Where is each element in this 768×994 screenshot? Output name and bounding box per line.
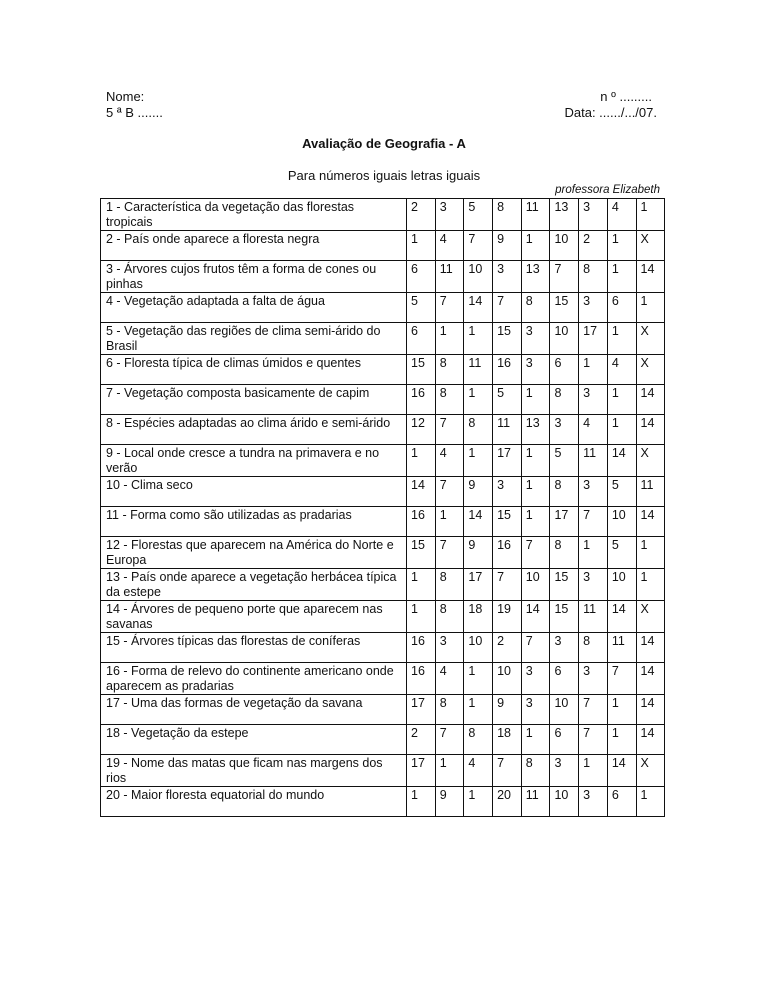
question-cell: 13 - País onde aparece a vegetação herbácea típica da estepe xyxy=(101,569,407,601)
question-cell: 6 - Floresta típica de climas úmidos e quentes xyxy=(101,355,407,385)
code-cell: 8 xyxy=(435,355,464,385)
code-cell: 7 xyxy=(435,477,464,507)
code-cell: 8 xyxy=(464,415,493,445)
code-cell: 15 xyxy=(493,507,522,537)
code-cell: 1 xyxy=(521,385,550,415)
code-cell: 3 xyxy=(579,199,608,231)
code-cell: 14 xyxy=(636,695,665,725)
code-cell: 1 xyxy=(607,695,636,725)
code-cell: 15 xyxy=(550,601,579,633)
code-cell: 3 xyxy=(550,415,579,445)
code-cell: 13 xyxy=(550,199,579,231)
code-cell: 1 xyxy=(607,385,636,415)
code-cell: 6 xyxy=(607,293,636,323)
code-cell: 1 xyxy=(464,323,493,355)
code-cell: 14 xyxy=(636,385,665,415)
question-cell: 3 - Árvores cujos frutos têm a forma de cones ou pinhas xyxy=(101,261,407,293)
table-row xyxy=(101,633,665,663)
code-cell: 10 xyxy=(550,323,579,355)
code-cell: 17 xyxy=(579,323,608,355)
code-cell: 10 xyxy=(550,695,579,725)
code-cell: 1 xyxy=(607,261,636,293)
code-cell: 7 xyxy=(579,507,608,537)
question-cell: 20 - Maior floresta equatorial do mundo xyxy=(101,787,407,817)
question-cell: 1 - Característica da vegetação das florestas tropicais xyxy=(101,199,407,231)
code-cell: 7 xyxy=(464,231,493,261)
code-cell: 1 xyxy=(521,725,550,755)
code-cell: 7 xyxy=(607,663,636,695)
code-cell: 14 xyxy=(636,633,665,663)
code-cell: 1 xyxy=(464,663,493,695)
code-cell: 11 xyxy=(435,261,464,293)
code-cell: 6 xyxy=(550,355,579,385)
code-cell: X xyxy=(636,355,665,385)
table-row xyxy=(101,663,665,695)
code-cell: 10 xyxy=(464,261,493,293)
code-cell: 7 xyxy=(493,569,522,601)
code-cell: 10 xyxy=(550,787,579,817)
code-cell: 1 xyxy=(636,569,665,601)
code-cell: 2 xyxy=(579,231,608,261)
code-cell: X xyxy=(636,601,665,633)
code-cell: 9 xyxy=(464,537,493,569)
code-cell: 14 xyxy=(636,261,665,293)
code-cell: 17 xyxy=(407,755,436,787)
code-cell: 1 xyxy=(607,725,636,755)
code-cell: 11 xyxy=(579,445,608,477)
code-cell: 14 xyxy=(607,601,636,633)
code-cell: 1 xyxy=(435,507,464,537)
question-cell: 11 - Forma como são utilizadas as pradarias xyxy=(101,507,407,537)
code-cell: 8 xyxy=(521,293,550,323)
code-cell: 1 xyxy=(407,601,436,633)
code-cell: 1 xyxy=(464,445,493,477)
code-cell: 10 xyxy=(607,569,636,601)
code-cell: 7 xyxy=(579,725,608,755)
question-cell: 4 - Vegetação adaptada a falta de água xyxy=(101,293,407,323)
code-cell: 15 xyxy=(493,323,522,355)
code-cell: 14 xyxy=(636,725,665,755)
code-cell: 16 xyxy=(407,507,436,537)
code-cell: 10 xyxy=(493,663,522,695)
question-cell: 7 - Vegetação composta basicamente de capim xyxy=(101,385,407,415)
question-cell: 9 - Local onde cresce a tundra na primavera e no verão xyxy=(101,445,407,477)
code-cell: 1 xyxy=(636,537,665,569)
code-cell: 1 xyxy=(607,323,636,355)
table-row xyxy=(101,355,665,385)
table-row xyxy=(101,787,665,817)
table-row xyxy=(101,755,665,787)
code-cell: 14 xyxy=(636,507,665,537)
code-cell: 3 xyxy=(579,569,608,601)
page-title: Avaliação de Geografia - A xyxy=(302,136,466,151)
code-cell: 10 xyxy=(607,507,636,537)
code-cell: 4 xyxy=(607,355,636,385)
question-cell: 12 - Florestas que aparecem na América do Norte e Europa xyxy=(101,537,407,569)
code-cell: 11 xyxy=(464,355,493,385)
code-cell: 3 xyxy=(579,787,608,817)
code-cell: 8 xyxy=(550,537,579,569)
code-cell: 1 xyxy=(579,355,608,385)
code-cell: 8 xyxy=(579,633,608,663)
code-cell: 11 xyxy=(579,601,608,633)
code-cell: 17 xyxy=(464,569,493,601)
code-cell: 6 xyxy=(550,725,579,755)
code-cell: 10 xyxy=(550,231,579,261)
code-cell: 9 xyxy=(435,787,464,817)
code-cell: 20 xyxy=(493,787,522,817)
code-cell: 13 xyxy=(521,261,550,293)
code-cell: 8 xyxy=(493,199,522,231)
question-cell: 19 - Nome das matas que ficam nas margens dos rios xyxy=(101,755,407,787)
code-cell: 5 xyxy=(464,199,493,231)
question-cell: 5 - Vegetação das regiões de clima semi-árido do Brasil xyxy=(101,323,407,355)
code-cell: 12 xyxy=(407,415,436,445)
code-cell: 16 xyxy=(407,385,436,415)
code-cell: 7 xyxy=(521,537,550,569)
name-label: Nome: xyxy=(106,89,145,104)
table-row xyxy=(101,415,665,445)
code-cell: 18 xyxy=(464,601,493,633)
code-cell: 16 xyxy=(407,633,436,663)
code-cell: 1 xyxy=(579,537,608,569)
code-cell: 11 xyxy=(493,415,522,445)
code-cell: 11 xyxy=(521,787,550,817)
code-cell: 8 xyxy=(464,725,493,755)
code-cell: 8 xyxy=(435,385,464,415)
code-cell: 14 xyxy=(607,755,636,787)
code-cell: 1 xyxy=(407,569,436,601)
code-cell: 1 xyxy=(407,787,436,817)
code-cell: 7 xyxy=(435,415,464,445)
code-cell: 17 xyxy=(493,445,522,477)
code-cell: 2 xyxy=(493,633,522,663)
question-cell: 10 - Clima seco xyxy=(101,477,407,507)
code-cell: 3 xyxy=(550,633,579,663)
code-cell: 1 xyxy=(521,231,550,261)
code-cell: 15 xyxy=(407,355,436,385)
code-cell: 7 xyxy=(493,755,522,787)
code-cell: 7 xyxy=(435,537,464,569)
code-cell: 7 xyxy=(493,293,522,323)
code-cell: 9 xyxy=(493,695,522,725)
code-cell: 15 xyxy=(407,537,436,569)
table-row xyxy=(101,293,665,323)
code-cell: 14 xyxy=(521,601,550,633)
code-cell: 3 xyxy=(550,755,579,787)
code-cell: 8 xyxy=(550,385,579,415)
code-cell: 2 xyxy=(407,725,436,755)
question-cell: 2 - País onde aparece a floresta negra xyxy=(101,231,407,261)
table-row xyxy=(101,477,665,507)
question-cell: 18 - Vegetação da estepe xyxy=(101,725,407,755)
quiz-table-body xyxy=(101,199,665,817)
code-cell: 14 xyxy=(636,415,665,445)
code-cell: 1 xyxy=(521,477,550,507)
code-cell: 17 xyxy=(407,695,436,725)
code-cell: 4 xyxy=(435,663,464,695)
code-cell: X xyxy=(636,231,665,261)
code-cell: X xyxy=(636,445,665,477)
code-cell: 1 xyxy=(579,755,608,787)
code-cell: 5 xyxy=(607,477,636,507)
code-cell: 3 xyxy=(435,633,464,663)
quiz-table xyxy=(100,198,665,817)
question-cell: 15 - Árvores típicas das florestas de coníferas xyxy=(101,633,407,663)
code-cell: 1 xyxy=(407,231,436,261)
code-cell: 16 xyxy=(407,663,436,695)
code-cell: 1 xyxy=(464,385,493,415)
table-row xyxy=(101,261,665,293)
code-cell: 8 xyxy=(550,477,579,507)
code-cell: 19 xyxy=(493,601,522,633)
code-cell: 1 xyxy=(464,695,493,725)
instructions: Para números iguais letras iguais xyxy=(287,168,481,183)
table-row xyxy=(101,231,665,261)
code-cell: 18 xyxy=(493,725,522,755)
code-cell: 14 xyxy=(464,507,493,537)
code-cell: 2 xyxy=(407,199,436,231)
code-cell: 9 xyxy=(464,477,493,507)
code-cell: 5 xyxy=(407,293,436,323)
code-cell: 7 xyxy=(435,293,464,323)
code-cell: 10 xyxy=(464,633,493,663)
code-cell: 1 xyxy=(435,755,464,787)
code-cell: 8 xyxy=(435,601,464,633)
code-cell: 6 xyxy=(550,663,579,695)
code-cell: 13 xyxy=(521,415,550,445)
code-cell: 1 xyxy=(407,445,436,477)
code-cell: 1 xyxy=(607,231,636,261)
code-cell: 3 xyxy=(579,663,608,695)
table-row xyxy=(101,725,665,755)
code-cell: 1 xyxy=(521,507,550,537)
table-row xyxy=(101,695,665,725)
code-cell: 14 xyxy=(607,445,636,477)
code-cell: 11 xyxy=(521,199,550,231)
code-cell: 3 xyxy=(579,293,608,323)
question-cell: 14 - Árvores de pequeno porte que aparecem nas savanas xyxy=(101,601,407,633)
code-cell: 15 xyxy=(550,569,579,601)
code-cell: 7 xyxy=(435,725,464,755)
code-cell: 9 xyxy=(493,231,522,261)
question-cell: 17 - Uma das formas de vegetação da savana xyxy=(101,695,407,725)
code-cell: 1 xyxy=(636,293,665,323)
question-cell: 8 - Espécies adaptadas ao clima árido e semi-árido xyxy=(101,415,407,445)
code-cell: 1 xyxy=(435,323,464,355)
code-cell: 11 xyxy=(636,477,665,507)
code-cell: 4 xyxy=(435,445,464,477)
code-cell: 5 xyxy=(607,537,636,569)
date-label: Data: ....../.../07. xyxy=(564,105,657,120)
code-cell: 6 xyxy=(407,323,436,355)
code-cell: 3 xyxy=(521,695,550,725)
code-cell: 3 xyxy=(493,261,522,293)
code-cell: 14 xyxy=(407,477,436,507)
table-row xyxy=(101,323,665,355)
code-cell: 4 xyxy=(435,231,464,261)
code-cell: 3 xyxy=(579,385,608,415)
question-cell: 16 - Forma de relevo do continente americano onde aparecem as pradarias xyxy=(101,663,407,695)
code-cell: 8 xyxy=(579,261,608,293)
code-cell: 16 xyxy=(493,355,522,385)
code-cell: 3 xyxy=(579,477,608,507)
code-cell: 3 xyxy=(435,199,464,231)
code-cell: 8 xyxy=(435,569,464,601)
code-cell: 10 xyxy=(521,569,550,601)
code-cell: 1 xyxy=(636,199,665,231)
code-cell: 5 xyxy=(550,445,579,477)
code-cell: 7 xyxy=(521,633,550,663)
table-row xyxy=(101,199,665,231)
code-cell: 16 xyxy=(493,537,522,569)
table-row xyxy=(101,537,665,569)
code-cell: 4 xyxy=(607,199,636,231)
number-label: n º ......... xyxy=(600,89,652,104)
code-cell: 3 xyxy=(521,355,550,385)
table-row xyxy=(101,385,665,415)
code-cell: 4 xyxy=(579,415,608,445)
table-row xyxy=(101,445,665,477)
code-cell: 3 xyxy=(521,663,550,695)
code-cell: X xyxy=(636,323,665,355)
table-row xyxy=(101,601,665,633)
code-cell: 1 xyxy=(636,787,665,817)
code-cell: 1 xyxy=(521,445,550,477)
code-cell: 1 xyxy=(607,415,636,445)
code-cell: 3 xyxy=(521,323,550,355)
code-cell: 6 xyxy=(407,261,436,293)
code-cell: 8 xyxy=(521,755,550,787)
code-cell: 14 xyxy=(464,293,493,323)
code-cell: 7 xyxy=(579,695,608,725)
code-cell: 8 xyxy=(435,695,464,725)
code-cell: X xyxy=(636,755,665,787)
code-cell: 3 xyxy=(493,477,522,507)
teacher-name: professora Elizabeth xyxy=(555,184,660,196)
code-cell: 14 xyxy=(636,663,665,695)
code-cell: 17 xyxy=(550,507,579,537)
table-row xyxy=(101,569,665,601)
table-row xyxy=(101,507,665,537)
code-cell: 7 xyxy=(550,261,579,293)
code-cell: 11 xyxy=(607,633,636,663)
code-cell: 15 xyxy=(550,293,579,323)
class-label: 5 ª B ....... xyxy=(106,105,163,120)
code-cell: 1 xyxy=(464,787,493,817)
code-cell: 5 xyxy=(493,385,522,415)
code-cell: 6 xyxy=(607,787,636,817)
code-cell: 4 xyxy=(464,755,493,787)
